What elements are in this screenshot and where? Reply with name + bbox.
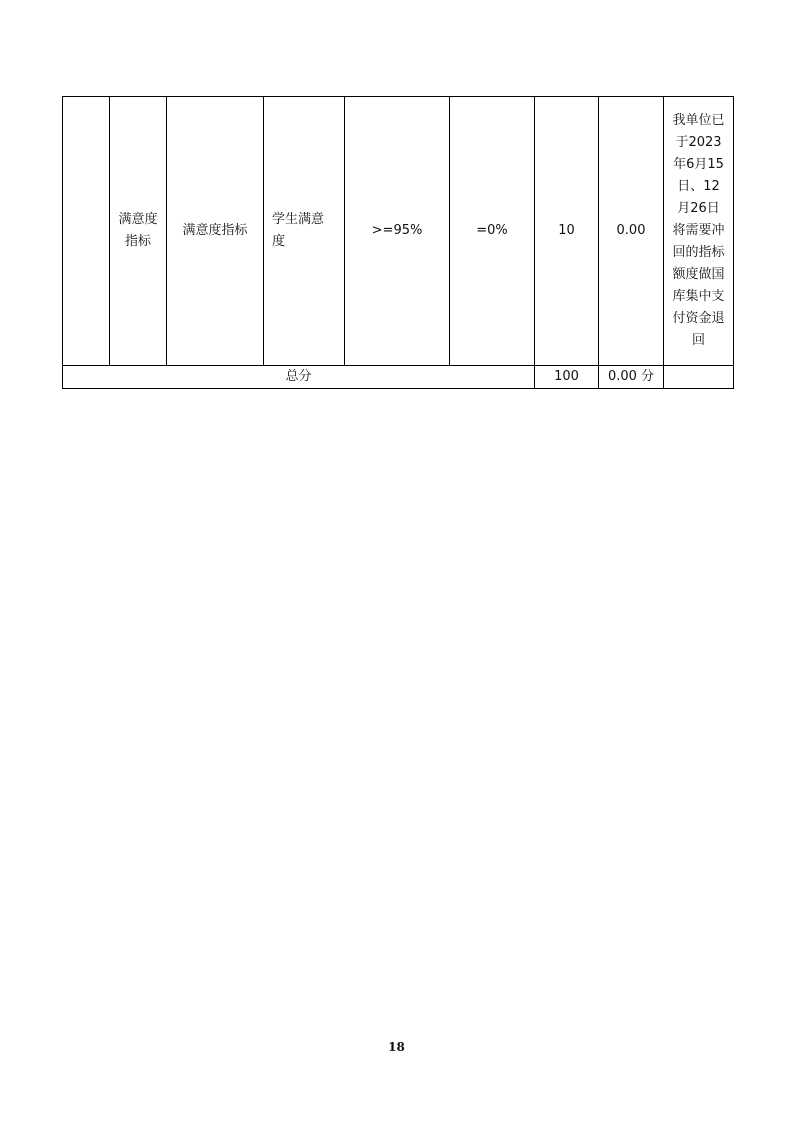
- page-number: 18: [388, 1040, 405, 1054]
- total-score: 0.00 分: [599, 366, 664, 389]
- first-level-indicator-cell: [63, 97, 110, 366]
- indicator-name-cell: [264, 97, 345, 366]
- target-value-cell: >=95%: [345, 97, 450, 366]
- actual-value-cell: =0%: [450, 97, 535, 366]
- score-cell: 0.00: [599, 97, 664, 366]
- total-weight: 100: [535, 366, 599, 389]
- total-label: 总分: [63, 366, 535, 389]
- indicator-name: 学生满意度: [272, 212, 325, 249]
- second-level-indicator: 满意度指标: [118, 212, 158, 249]
- total-row: [63, 366, 734, 389]
- table-row: [63, 97, 734, 366]
- deviation-note: 我单位已于2023年6月15日、12月26日将需要冲回的指标额度做国库集中支付资金退回: [672, 113, 725, 348]
- performance-table: [62, 96, 734, 389]
- deviation-note-cell: [664, 97, 734, 366]
- total-note: [664, 366, 734, 389]
- weight-cell: 10: [535, 97, 599, 366]
- third-level-indicator-cell: 满意度指标: [167, 97, 264, 366]
- second-level-indicator-cell: [110, 97, 167, 366]
